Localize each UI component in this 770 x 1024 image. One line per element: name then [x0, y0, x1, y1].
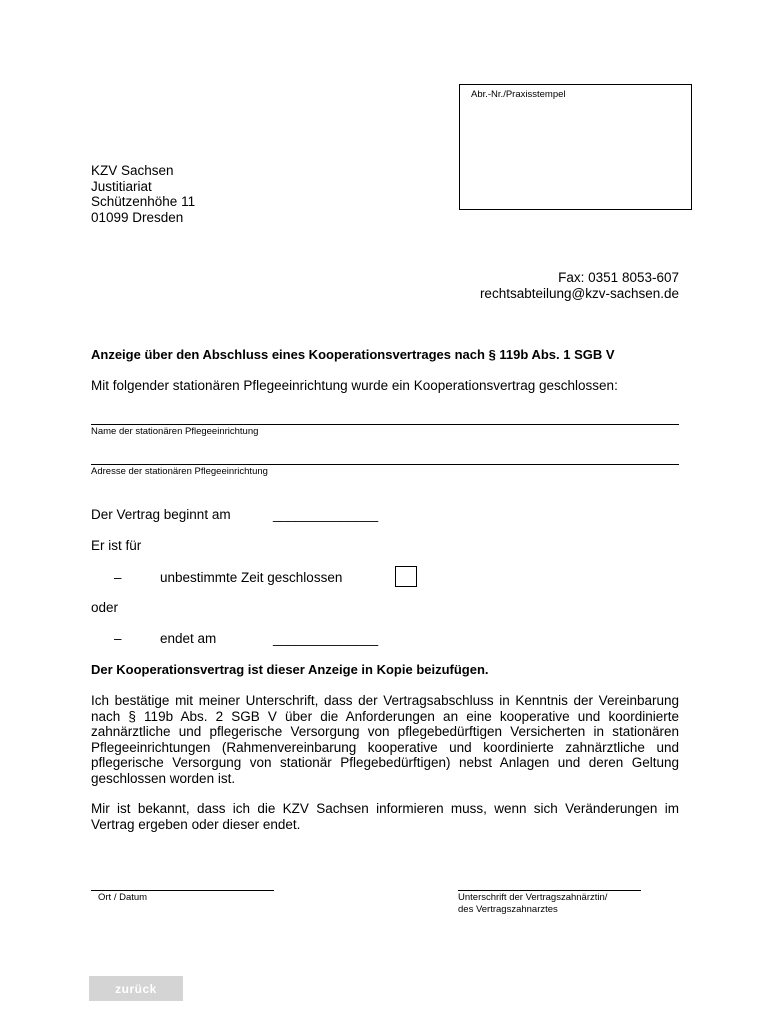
back-button[interactable]: zurück [89, 976, 183, 1001]
or-label: oder [91, 600, 119, 615]
signature-field[interactable] [458, 890, 641, 891]
recipient-line-2: Justitiariat [91, 178, 152, 194]
recipient-line-3: Schützenhöhe 11 [91, 194, 196, 209]
facility-address-label: Adresse der stationären Pflegeeinrichtung [91, 466, 268, 477]
fax-number: Fax: 0351 8053-607 [558, 270, 679, 285]
unlimited-checkbox[interactable] [395, 566, 417, 587]
recipient-address [91, 163, 195, 225]
copy-required-note: Der Kooperationsvertrag ist dieser Anzeige in Kopie beizufügen. [91, 662, 489, 677]
facility-name-field[interactable] [91, 424, 679, 425]
facility-name-label: Name der stationären Pflegeeinrichtung [91, 426, 259, 437]
option-unlimited [114, 570, 342, 585]
awareness-paragraph: Mir ist bekannt, dass ich die KZV Sachsen informieren muss, wenn sich Veränderungen im Vertrag ergeben oder dieser endet. [91, 801, 679, 832]
document-title: Anzeige über den Abschluss eines Kooperationsvertrages nach § 119b Abs. 1 SGB V [91, 347, 615, 362]
recipient-line-1: KZV Sachsen [91, 163, 174, 178]
confirmation-paragraph: Ich bestätige mit meiner Unterschrift, dass der Vertragsabschluss in Kenntnis der Vereinbarung nach § 119b Abs. 2 SGB V über die Anforderungen an eine kooperative und koordinierte zahnärztliche und pflegerische Versorgung von pflegebedürftigen Versicherten in stationären Pflegeeinrichtungen (Rahmenvereinbarung kooperative und koordinierte zahnärztliche und pflegerische Versorgung von stationär Pflegebedürftigen) nebst Anlagen und deren Geltung geschlossen worden ist. [91, 693, 679, 786]
option-ends [114, 631, 216, 646]
intro-text: Mit folgender stationären Pflegeeinrichtung wurde ein Kooperationsvertrag geschlossen: [91, 378, 618, 393]
contact-email: rechtsabteilung@kzv-sachsen.de [479, 285, 679, 301]
signature-label-line-1: Unterschrift der Vertragszahnärztin/ [458, 892, 608, 903]
facility-address-field[interactable] [91, 464, 679, 465]
place-date-label: Ort / Datum [98, 892, 148, 903]
contact-block [480, 270, 679, 301]
signature-label [458, 892, 607, 916]
contract-begins-label: Der Vertrag beginnt am [91, 507, 231, 522]
practice-stamp-label: Abr.-Nr./Praxisstempel [471, 89, 566, 100]
recipient-line-4: 01099 Dresden [91, 209, 184, 225]
option-ends-label: endet am [160, 631, 217, 646]
dash-bullet: – [114, 631, 122, 646]
practice-stamp-box [459, 84, 692, 210]
option-unlimited-label: unbestimmte Zeit geschlossen [160, 570, 343, 585]
dash-bullet: – [114, 570, 122, 585]
signature-label-line-2: des Vertragszahnarztes [458, 904, 558, 915]
contract-ends-date-field[interactable]: ______________ [273, 631, 379, 646]
place-date-field[interactable] [91, 890, 274, 891]
contract-begins-date-field[interactable]: ______________ [273, 507, 379, 522]
contract-for-label: Er ist für [91, 538, 142, 553]
